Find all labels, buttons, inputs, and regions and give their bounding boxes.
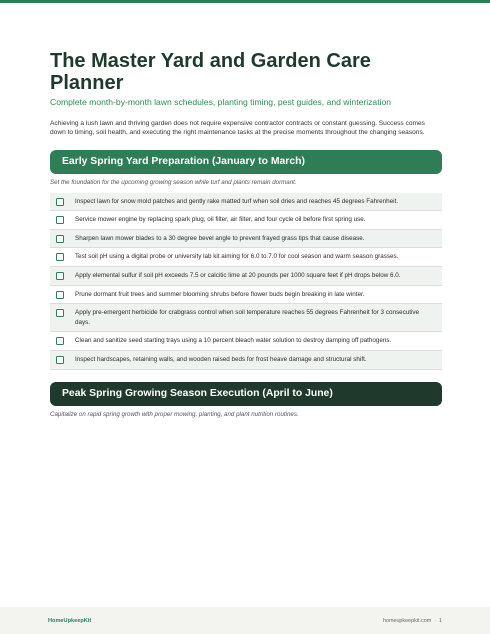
page-footer <box>0 607 490 634</box>
task-text: Test soil pH using a digital probe or university lab kit aiming for 6.0 to 7.0 for cool season and warm season grasses. <box>75 253 399 261</box>
task-row <box>50 248 442 267</box>
task-checkbox[interactable] <box>56 337 64 345</box>
footer-separator: · <box>434 617 436 624</box>
section-heading: Early Spring Yard Preparation (January to March) <box>62 156 305 168</box>
task-checkbox[interactable] <box>56 216 64 224</box>
section-header-early-spring <box>50 150 442 174</box>
task-list-early-spring <box>50 193 442 370</box>
top-accent-rule <box>0 0 490 3</box>
section-heading: Peak Spring Growing Season Execution (April to June) <box>62 388 333 400</box>
task-text: Sharpen lawn mower blades to a 30 degree bevel angle to prevent frayed grass tips that cause disease. <box>75 234 365 242</box>
task-text: Apply elemental sulfur if soil pH exceeds 7.5 or calcitic lime at 20 pounds per 1000 square feet if pH drops below 6.0. <box>75 272 401 280</box>
task-checkbox[interactable] <box>56 309 64 317</box>
section-description: Capitalize on rapid spring growth with proper mowing, planting, and plant nutrition routines. <box>50 410 299 418</box>
task-checkbox[interactable] <box>56 272 64 280</box>
task-checkbox[interactable] <box>56 235 64 243</box>
task-row <box>50 286 442 305</box>
task-row <box>50 304 442 332</box>
task-row <box>50 230 442 249</box>
section-description: Set the foundation for the upcoming growing season while turf and plants remain dormant. <box>50 178 297 186</box>
task-row <box>50 267 442 286</box>
task-text: Clean and sanitize seed starting trays using a 10 percent bleach water solution to destroy damping off pathogens. <box>75 337 392 345</box>
intro-paragraph: Achieving a lush lawn and thriving garden does not require expensive contractor contracts or constant guessing. Success comes down to timing, soil health, and executing the right maintenance tasks at the precise moments throughout the changing seasons. <box>50 119 425 137</box>
task-text: Apply pre-emergent herbicide for crabgrass control when soil temperature reaches 55 degrees Fahrenheit for 3 consecutive days. <box>75 309 420 326</box>
document-page <box>50 50 442 419</box>
document-subtitle: Complete month-by-month lawn schedules, planting timing, pest guides, and winterization <box>50 97 392 107</box>
task-checkbox[interactable] <box>56 291 64 299</box>
task-text: Prune dormant fruit trees and summer blooming shrubs before flower buds begin breaking in late winter. <box>75 290 365 298</box>
document-title: The Master Yard and Garden Care Planner <box>50 50 371 94</box>
page-number: 1 <box>439 617 442 624</box>
footer-meta <box>383 618 442 624</box>
task-text: Service mower engine by replacing spark plug, oil filter, air filter, and four cycle oil before first spring use. <box>75 216 366 224</box>
task-checkbox[interactable] <box>56 253 64 261</box>
task-row <box>50 211 442 230</box>
task-row <box>50 351 442 370</box>
footer-site: homeupkeepkit.com <box>382 617 432 624</box>
task-text: Inspect lawn for snow mold patches and gently rake matted turf when soil dries and reaches 45 degrees Fahrenheit. <box>75 197 399 205</box>
footer-brand: HomeUpkeepKit <box>48 617 92 624</box>
task-checkbox[interactable] <box>56 356 64 364</box>
task-row <box>50 332 442 351</box>
section-header-peak-spring <box>50 382 442 406</box>
task-text: Inspect hardscapes, retaining walls, and wooden raised beds for frost heave damage and structural shift. <box>75 356 367 364</box>
task-checkbox[interactable] <box>56 198 64 206</box>
task-row <box>50 193 442 212</box>
